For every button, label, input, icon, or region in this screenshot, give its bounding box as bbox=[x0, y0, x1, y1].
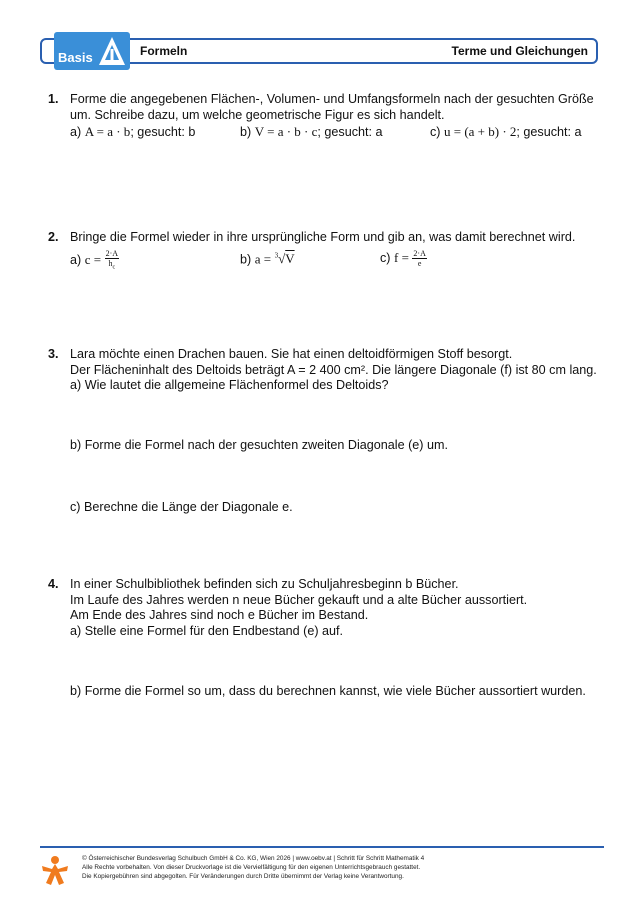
fraction bbox=[105, 249, 119, 273]
worksheet-title: Formeln bbox=[140, 44, 188, 58]
task-text: Im Laufe des Jahres werden n neue Bücher gekauft und a alte Bücher aussortiert. bbox=[70, 592, 528, 607]
root-index: 3 bbox=[274, 251, 279, 260]
task-number: 3. bbox=[48, 347, 59, 361]
option-c bbox=[430, 124, 582, 141]
option-row bbox=[70, 124, 605, 141]
footer-copyright bbox=[82, 854, 424, 881]
numerator: 2·A bbox=[413, 248, 426, 258]
option-suffix: ; gesucht: b bbox=[130, 125, 196, 139]
option-b bbox=[240, 124, 383, 141]
footer-line: Die Kopiergebühren sind abgegolten. Für Veränderungen durch Dritte übernimmt der Verlag keine Verantwortung. bbox=[82, 873, 404, 880]
footer-rule bbox=[40, 846, 604, 848]
task-4 bbox=[48, 577, 608, 717]
option-row bbox=[70, 247, 605, 269]
formula: A = a · b bbox=[84, 124, 131, 139]
denominator bbox=[105, 259, 119, 273]
level-badge bbox=[54, 32, 130, 70]
option-b bbox=[240, 249, 295, 268]
task-number: 1. bbox=[48, 92, 59, 106]
option-label: b) bbox=[240, 125, 252, 139]
option-suffix: ; gesucht: a bbox=[516, 125, 582, 139]
sub-question-b: b) Forme die Formel nach der gesuchten zweiten Diagonale (e) um. bbox=[70, 438, 448, 452]
option-a bbox=[70, 124, 195, 141]
topic-title: Terme und Gleichungen bbox=[451, 44, 588, 58]
radicand: V bbox=[285, 250, 295, 266]
formula: u = (a + b) · 2 bbox=[444, 124, 517, 139]
denominator-base: h bbox=[108, 258, 113, 268]
footer-line: © Österreichischer Bundesverlag Schulbuch GmbH & Co. KG, Wien 2026 | www.oebv.at | Schritt für Schritt Mathematik 4 bbox=[82, 855, 425, 862]
option-label: b) bbox=[240, 251, 252, 266]
option-label: c) bbox=[380, 250, 391, 265]
task-text: Bringe die Formel wieder in ihre ursprüngliche Form und gib an, was damit berechnet wird. bbox=[70, 230, 576, 244]
option-suffix: ; gesucht: a bbox=[317, 125, 383, 139]
task-number: 4. bbox=[48, 577, 59, 591]
option-label: a) bbox=[70, 125, 82, 139]
fraction bbox=[412, 249, 426, 268]
task-text: um. Schreibe dazu, um welche geometrische Figur es sich handelt. bbox=[70, 107, 445, 122]
task-text: a) Stelle eine Formel für den Endbestand (e) auf. bbox=[70, 623, 344, 638]
badge-label: Basis bbox=[58, 50, 93, 65]
publisher-logo-icon bbox=[40, 852, 70, 886]
formula-lhs: c = bbox=[84, 251, 102, 267]
option-label: c) bbox=[430, 125, 441, 139]
task-text: In einer Schulbibliothek befinden sich zu Schuljahresbeginn b Bücher. bbox=[70, 577, 459, 591]
task-number: 2. bbox=[48, 230, 59, 244]
task-text: Der Flächeninhalt des Deltoids beträgt A = 2 400 cm². Die längere Diagonale (f) ist 80 cm lang. bbox=[70, 362, 597, 377]
formula-lhs: f = bbox=[394, 249, 409, 265]
triangle-icon bbox=[98, 35, 126, 67]
option-label: a) bbox=[70, 252, 82, 267]
option-a bbox=[70, 249, 119, 273]
cube-root: $^3$√V bbox=[274, 250, 295, 266]
footer-line: Alle Rechte vorbehalten. Von dieser Druckvorlage ist die Vervielfältigung für den eigenen Unterrichtsgebrauch gestattet. bbox=[82, 864, 421, 871]
task-3 bbox=[48, 347, 608, 547]
task-text: Am Ende des Jahres sind noch e Bücher im Bestand. bbox=[70, 608, 369, 622]
sub-question-b: b) Forme die Formel so um, dass du berechnen kannst, wie viele Bücher aussortiert wurden. bbox=[70, 684, 586, 698]
denominator-sub: c bbox=[112, 264, 116, 271]
task-text: Forme die angegebenen Flächen-, Volumen- und Umfangsformeln nach der gesuchten Größe bbox=[70, 92, 594, 106]
task-text: a) Wie lautet die allgemeine Flächenformel des Deltoids? bbox=[70, 378, 389, 392]
sub-question-c: c) Berechne die Länge der Diagonale e. bbox=[70, 500, 293, 514]
denominator: e bbox=[417, 258, 422, 268]
numerator: 2·A bbox=[105, 248, 119, 258]
option-c bbox=[380, 249, 427, 268]
task-text: Lara möchte einen Drachen bauen. Sie hat einen deltoidförmigen Stoff besorgt. bbox=[70, 347, 513, 361]
formula-lhs: a = bbox=[254, 250, 272, 266]
formula: V = a · b · c bbox=[254, 124, 318, 139]
